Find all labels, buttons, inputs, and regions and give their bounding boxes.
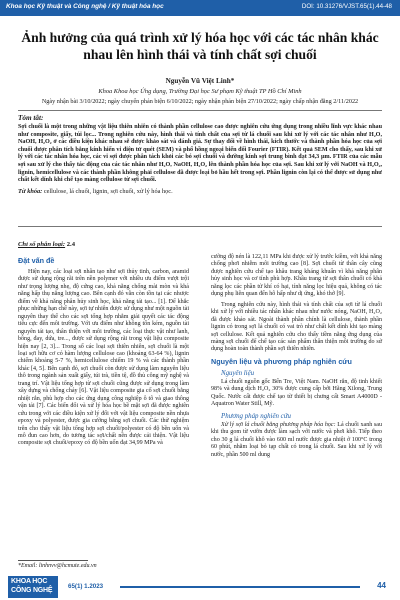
- logo-text-line1: KHOA HỌC: [11, 578, 48, 585]
- intro-paragraph: Hiện nay, các loại sợi nhân tạo như sợi thủy tinh, carbon, aramid được sử dụng rộng rãi trên nền polymer với nhiều ưu điểm vượt trội như trọng lượng nhẹ, độ cứng cao, khả năng chống mài mòn và khả năng hấp thụ năng lượng cao. Bên cạnh đó vẫn còn tồn tại các nhược điểm về khả năng phân hủy sinh học, khả năng tái tạo... [1]. Để khắc phục những hạn chế này, sợi tự nhiên được sử dụng như một nguồn tài nguyên thay thế cho các sợi tổng hợp nhằm giải quyết các tác động tiêu cực đến môi trường. Với ưu điểm như không tốn kém, nguồn tài nguyên tái tạo, thân thiện với môi trường, các loại thực vật như lanh, bông, đay, dứa, tre..., được sử dụng rộng rãi trong vật liệu composite hiện nay [2, 3]... Trong số các loại sợi thiên nhiên, sợi chuối là một loại sợi hữu cơ có hàm lượng cellulose cao (khoảng 63-64 %), lignin chiếm khoảng 5-7 %, hemicellulose chiếm 19 % và các thành phần khác [4, 5]. Bên cạnh đó, sợi chuối còn được sử dụng làm nguyên liệu thô trong ngành sản xuất giấy, túi trà, tiền tệ, đồ thủ công mỹ nghệ và trang trí. Vật liệu tổng hợp từ sợi chuối cũng được sử dụng trong làm xây dựng và chống cháy [6]. Vật liệu composite gia cố sợi chuối bằng nhiệt rắn, phù hợp cho các ứng dụng công nghiệp ô tô và giao thông vận tải [7]. Các biến đổi và xử lý hóa học bề mặt sợi đã được nghiên cứu trong với các điều kiện xử lý đối với vật liệu composite nền nhựa epoxy và polyester, được gia cường bằng sợi chuối. Các thử nghiệm trên cho thấy vật liệu tổng hợp sợi chuối/polyester có độ bền uốn và mô đun cao hơn, do tương tác sợi/chất nền được cải thiện. Vật liệu composite sợi chuối/epoxy có độ bền uốn đạt 34,99 MPa và: [18, 269, 189, 447]
- section-heading-intro: Đặt vấn đề: [18, 256, 55, 265]
- classification-line: [18, 241, 75, 248]
- left-column: [18, 254, 189, 451]
- method-lead-in: Xử lý sợi lá chuối bằng phương pháp hóa học:: [221, 421, 336, 428]
- journal-logo: [8, 576, 58, 598]
- study-paragraph: Trong nghiên cứu này, hình thái và tính chất của sợi từ lá chuối khi xử lý với nhiều tác nhân khác nhau như nước nóng, NaOH, H₂O₂ đã được khảo sát. Ngoài thành phần chính là cellulose, thành phần lignin có trong sợi lá chuối có vai trò như chất kết dính khi tạo màng sợi cellulose. Kết quả nghiên cứu cho thấy tiềm năng ứng dụng của màng sợi chuối để chế tạo các sản phẩm thân thiện môi trường do sử dụng hoàn toàn thành phần sợi thiên nhiên.: [211, 301, 382, 353]
- right-column: [211, 254, 382, 462]
- subheading-method: Phương pháp nghiên cứu: [221, 412, 291, 420]
- footnote-email[interactable]: *Email: linhnvv@hcmute.edu.vn: [18, 563, 97, 569]
- journal-section-label: Khoa học Kỹ thuật và Công nghệ / Kỹ thuật hóa học: [6, 3, 164, 10]
- intro-paragraph-cont: cường độ nén là 122,11 MPa khi được xử lý trước kiềm, với khả năng chống phơi nhiễm môi trường cao [8]. Sợi chuối từ thân cây cũng được nghiên cứu chế tạo khâu trang kháng khuẩn vì khả năng phân hủy sinh học và cơ tính phù hợp. Khâu trang từ sợi thân chuối có khả năng lọc các phần tử khí có hại, tính năng lọc hiệu quả, không có tác dụng phụ liên quan đến hô hấp như dị ứng, khó thở [9].: [211, 254, 382, 298]
- article-title: Ảnh hưởng của quá trình xử lý hóa học với các tác nhân khác nhau lên hình thái và tính chất sợi chuối: [21, 30, 379, 62]
- footnote-divider: [18, 560, 88, 561]
- keywords-line: [18, 188, 382, 195]
- journal-header-bar: [0, 0, 400, 16]
- doi-label[interactable]: DOI: 10.31276/VJST.65(1).44-48: [301, 3, 392, 10]
- abstract-text: Sợi chuối là một trong những vật liệu thiên nhiên có thành phần cellulose cao được nghiên cứu ứng dụng trong nhiều lĩnh vực khác nhau như composite, giấy, túi lọc... Trong nghiên cứu này, hình thái và tính chất của sợi từ lá chuối sau khi xử lý với các tác nhân như H₂O, NaOH, H₂O₂ ở các điều kiện khác nhau sẽ được khảo sát và đánh giá. Sự thay đổi về hình thái, kích thước và thành phần hóa học của sợi chuối được phân tích bằng kính hiển vi điện tử quét (SEM) và phổ hồng ngoại biến đổi Fourier (FTIR). Kết quả SEM cho thấy, sau khi xử lý với các tác nhân hóa học, các vi sợi được phân tách khỏi các bó sợi chuối và đường kính sợi trung bình đạt 34,3 µm. FTIR của các mẫu sợi sau xử lý cho thấy tác động của các tác nhân như H₂O, NaOH, H₂O₂ lên thành phần hóa học của sợi. Sau khi xử lý với NaOH và H₂O₂, lignin, hemicellulose và các thành phần không phải cellulose đã được loại bỏ hầu hết trong sợi. Phần lignin còn lại có thể được sử dụng như chất kết dính khi chế tạo màng cellulose từ sợi chuối.: [18, 124, 382, 184]
- classification-label: Chỉ số phân loại:: [18, 241, 66, 248]
- page-number: 44: [377, 581, 386, 590]
- logo-text-line2: CÔNG NGHỆ: [11, 587, 53, 594]
- section-heading-methods: Nguyên liệu và phương pháp nghiên cứu: [211, 356, 352, 366]
- method-text: Lá chuối xanh sau khi thu gom từ vườn được làm sạch với nước và phơi khô. Tiếp theo cho 30 g lá chuối khô vào 600 ml nước được gia nhiệt ở 100°C trong 60 phút, nhằm loại bỏ tạp chất có trong lá chuối. Sau khi xử lý với nước, phần 500 ml dung: [211, 421, 382, 458]
- footer-rule: [120, 586, 360, 588]
- keywords-text: cellulose, lá chuối, lignin, sợi chuối, xử lý hóa học.: [43, 187, 173, 195]
- author-name: Nguyễn Vũ Việt Linh*: [165, 77, 235, 85]
- abstract-heading: Tóm tắt:: [18, 114, 44, 122]
- subheading-materials: Nguyên liệu: [221, 369, 255, 377]
- issue-label: 65(1) 1.2023: [68, 583, 104, 590]
- page-footer: [0, 574, 400, 600]
- materials-paragraph: Lá chuối nguồn gốc Bến Tre, Việt Nam. NaOH rắn, độ tinh khiết 98% và dung dịch H₂O₂ 30% được cung cấp bởi Hãng Xilong, Trung Quốc. Nước cất được chế tạo từ thiết bị chưng cất Smart A4000D - Aquatron Water Still, Mỹ.: [211, 378, 382, 408]
- abstract-box: [18, 110, 382, 227]
- method-paragraph: [211, 422, 382, 459]
- submission-dates: Ngày nhận bài 3/10/2022; ngày chuyển phản biện 6/10/2022; ngày nhận phản biện 27/10/2022; ngày chấp nhận đăng 2/11/2022: [41, 98, 359, 105]
- classification-value: 2.4: [66, 241, 75, 248]
- keywords-label: Từ khóa:: [18, 187, 43, 195]
- author-affiliation: Khoa Khoa học Ứng dụng, Trường Đại học Sư phạm Kỹ thuật TP Hồ Chí Minh: [98, 88, 302, 95]
